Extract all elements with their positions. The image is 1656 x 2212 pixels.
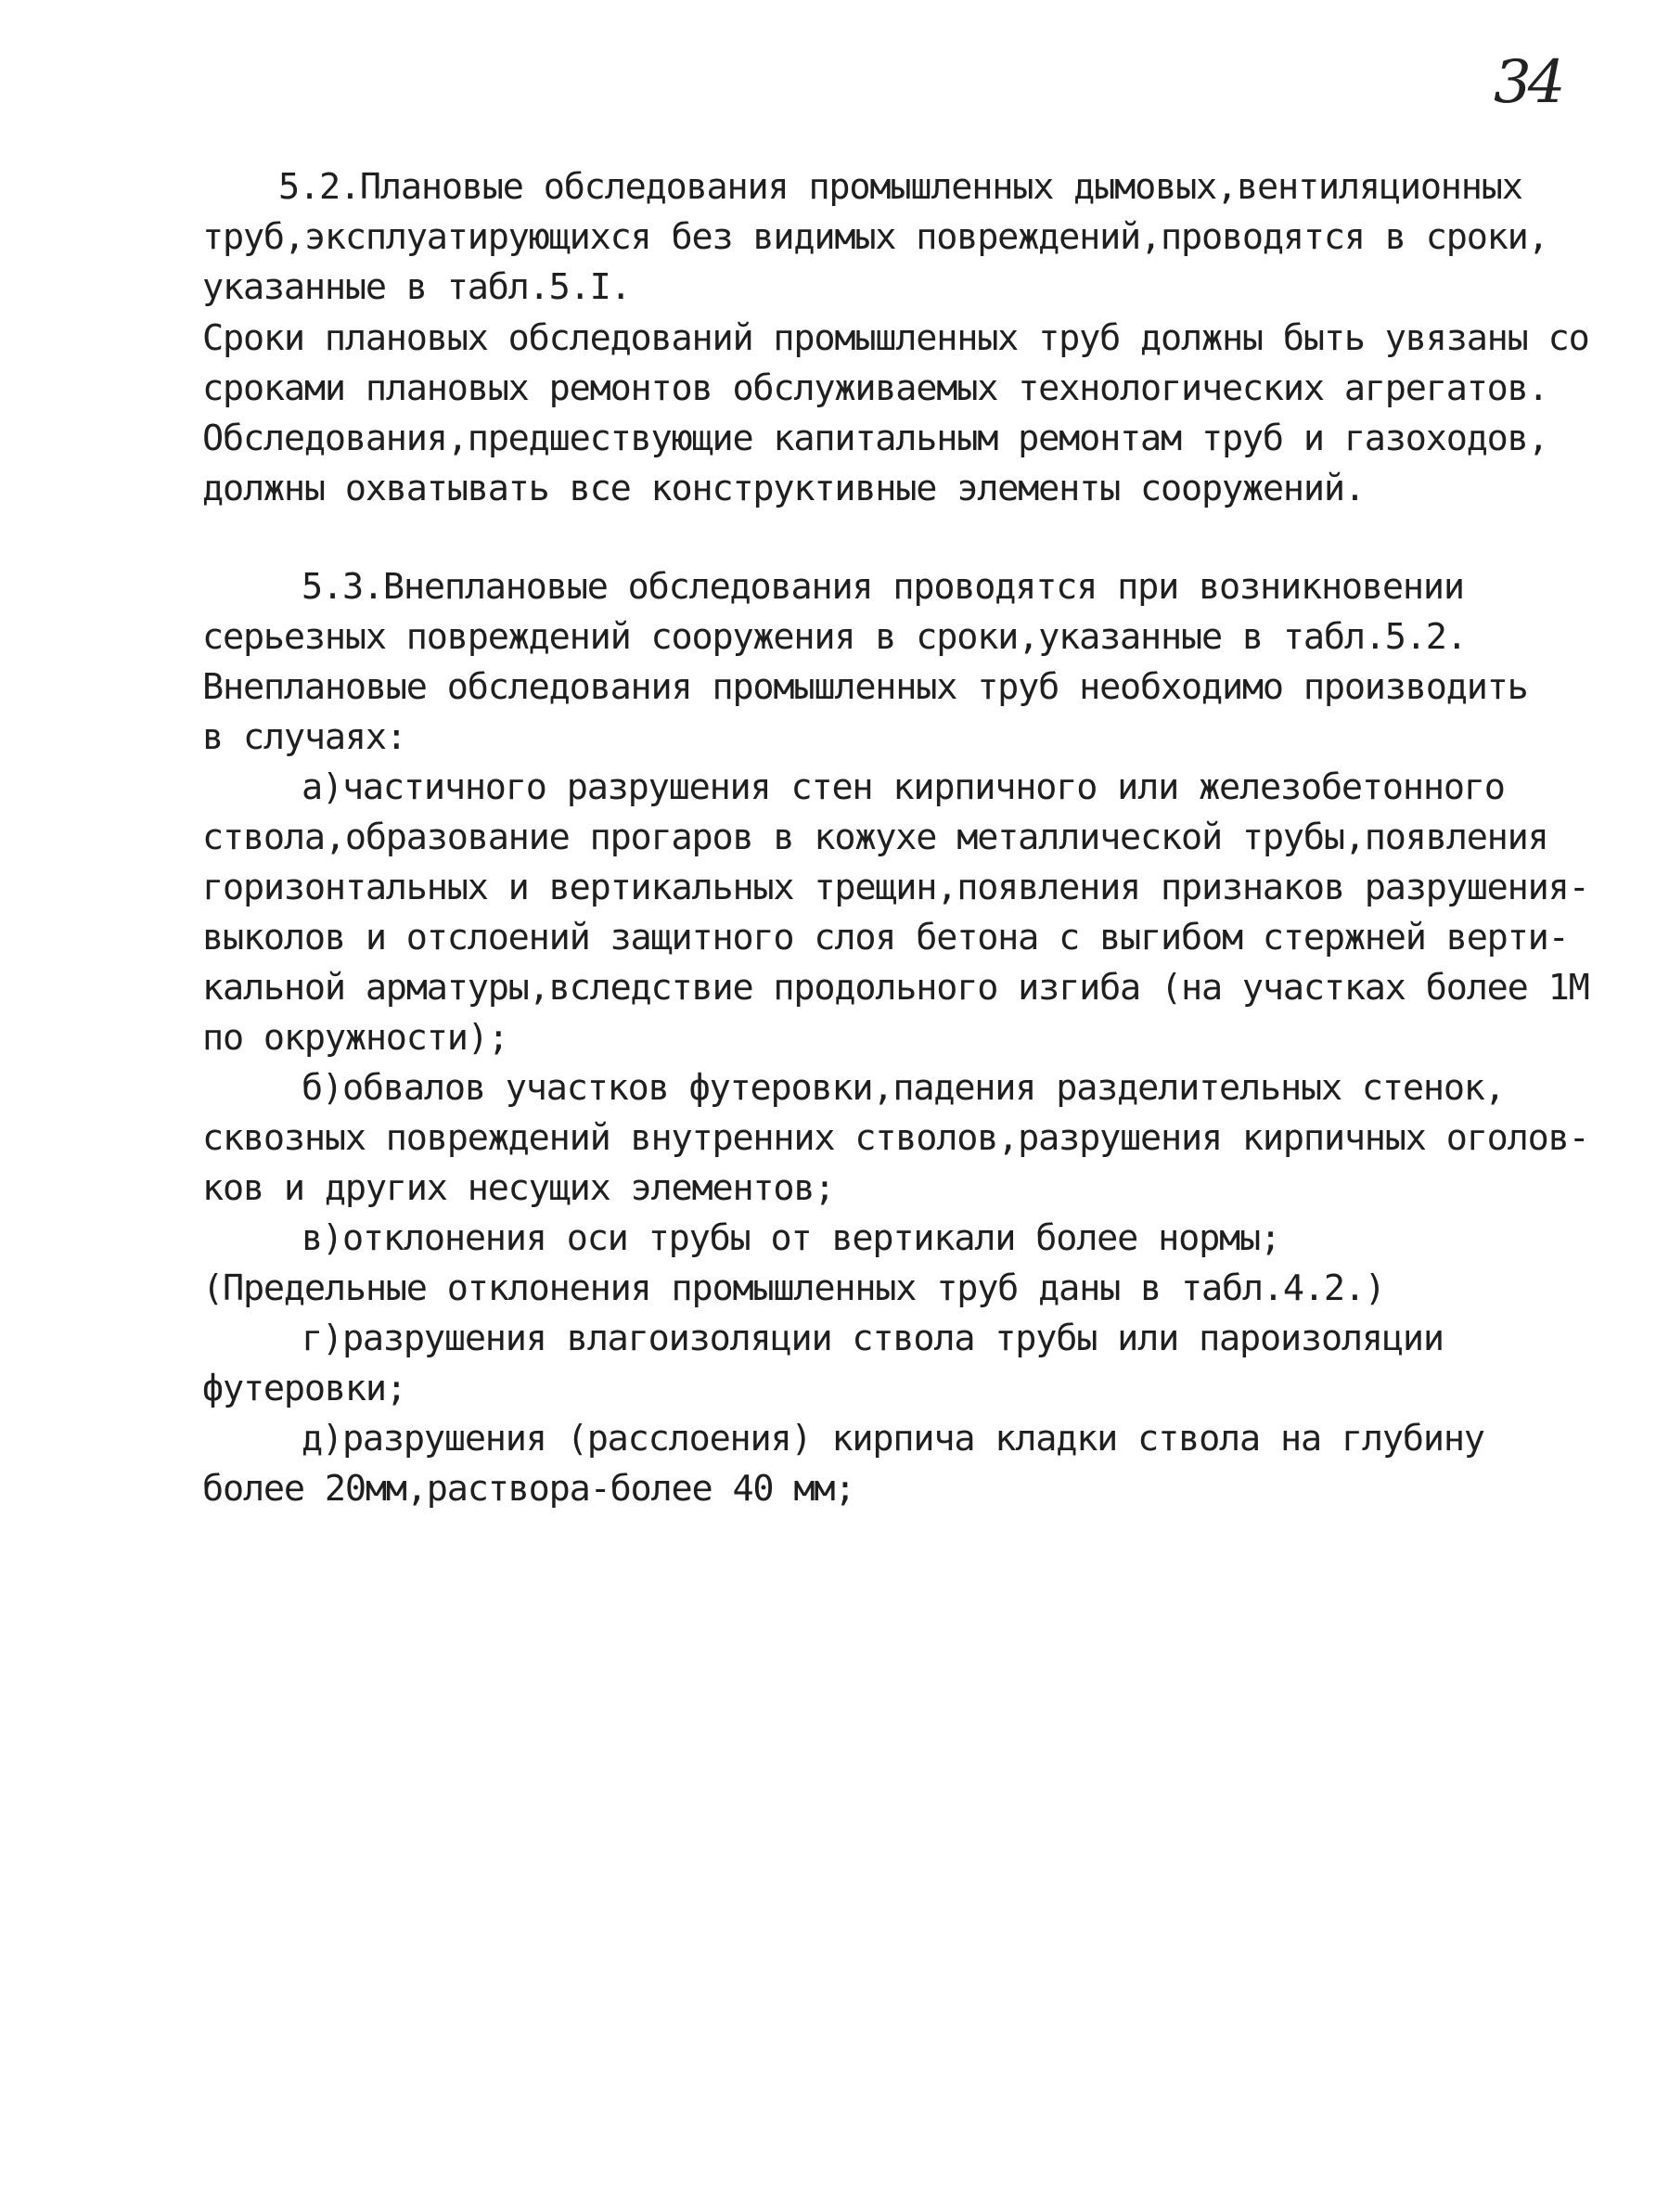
text-line: в)отклонения оси трубы от вертикали более нормы;: [302, 1217, 1280, 1259]
text-line: сквозных повреждений внутренних стволов,разрушения кирпичных оголов-: [202, 1117, 1589, 1159]
text-line: труб,эксплуатирующихся без видимых повреждений,проводятся в сроки,: [202, 216, 1548, 258]
text-line: футеровки;: [202, 1368, 406, 1409]
text-line: серьезных повреждений сооружения в сроки,указанные в табл.5.2.: [202, 616, 1467, 658]
text-line: б)обвалов участков футеровки,падения разделительных стенок,: [302, 1067, 1505, 1109]
text-line: Обследования,предшествующие капитальным ремонтам труб и газоходов,: [202, 418, 1548, 459]
text-line: ков и других несущих элементов;: [202, 1167, 835, 1209]
text-line: кальной арматуры,вследствие продольного изгиба (на участках более 1М: [202, 967, 1589, 1009]
text-line: (Предельные отклонения промышленных труб даны в табл.4.2.): [202, 1267, 1385, 1309]
text-line: сроками плановых ремонтов обслуживаемых технологических агрегатов.: [202, 367, 1548, 409]
text-line: 5.2.Плановые обследования промышленных дымовых,вентиляционных: [278, 166, 1522, 208]
text-line: г)разрушения влагоизоляции ствола трубы или пароизоляции: [302, 1318, 1444, 1359]
text-line: по окружности);: [202, 1017, 508, 1059]
text-line: должны охватывать все конструктивные элементы сооружений.: [202, 468, 1365, 509]
text-line: д)разрушения (расслоения) кирпича кладки ствола на глубину: [302, 1418, 1484, 1460]
text-line: более 20мм,раствора-более 40 мм;: [202, 1468, 855, 1510]
text-line: выколов и отслоений защитного слоя бетона с выгибом стержней верти-: [202, 917, 1569, 958]
text-line: указанные в табл.5.I.: [202, 266, 631, 308]
text-line: 5.3.Внеплановые обследования проводятся при возникновении: [302, 566, 1464, 608]
text-line: ствола,образование прогаров в кожухе металлической трубы,появления: [202, 817, 1548, 858]
page-number: 34: [1494, 48, 1562, 117]
text-line: а)частичного разрушения стен кирпичного или железобетонного: [302, 766, 1505, 808]
text-line: Сроки плановых обследований промышленных труб должны быть увязаны со: [202, 317, 1589, 359]
text-line: в случаях:: [202, 716, 406, 758]
text-line: Внеплановые обследования промышленных труб необходимо производить: [202, 666, 1528, 708]
text-line: горизонтальных и вертикальных трещин,появления признаков разрушения-: [202, 867, 1589, 908]
